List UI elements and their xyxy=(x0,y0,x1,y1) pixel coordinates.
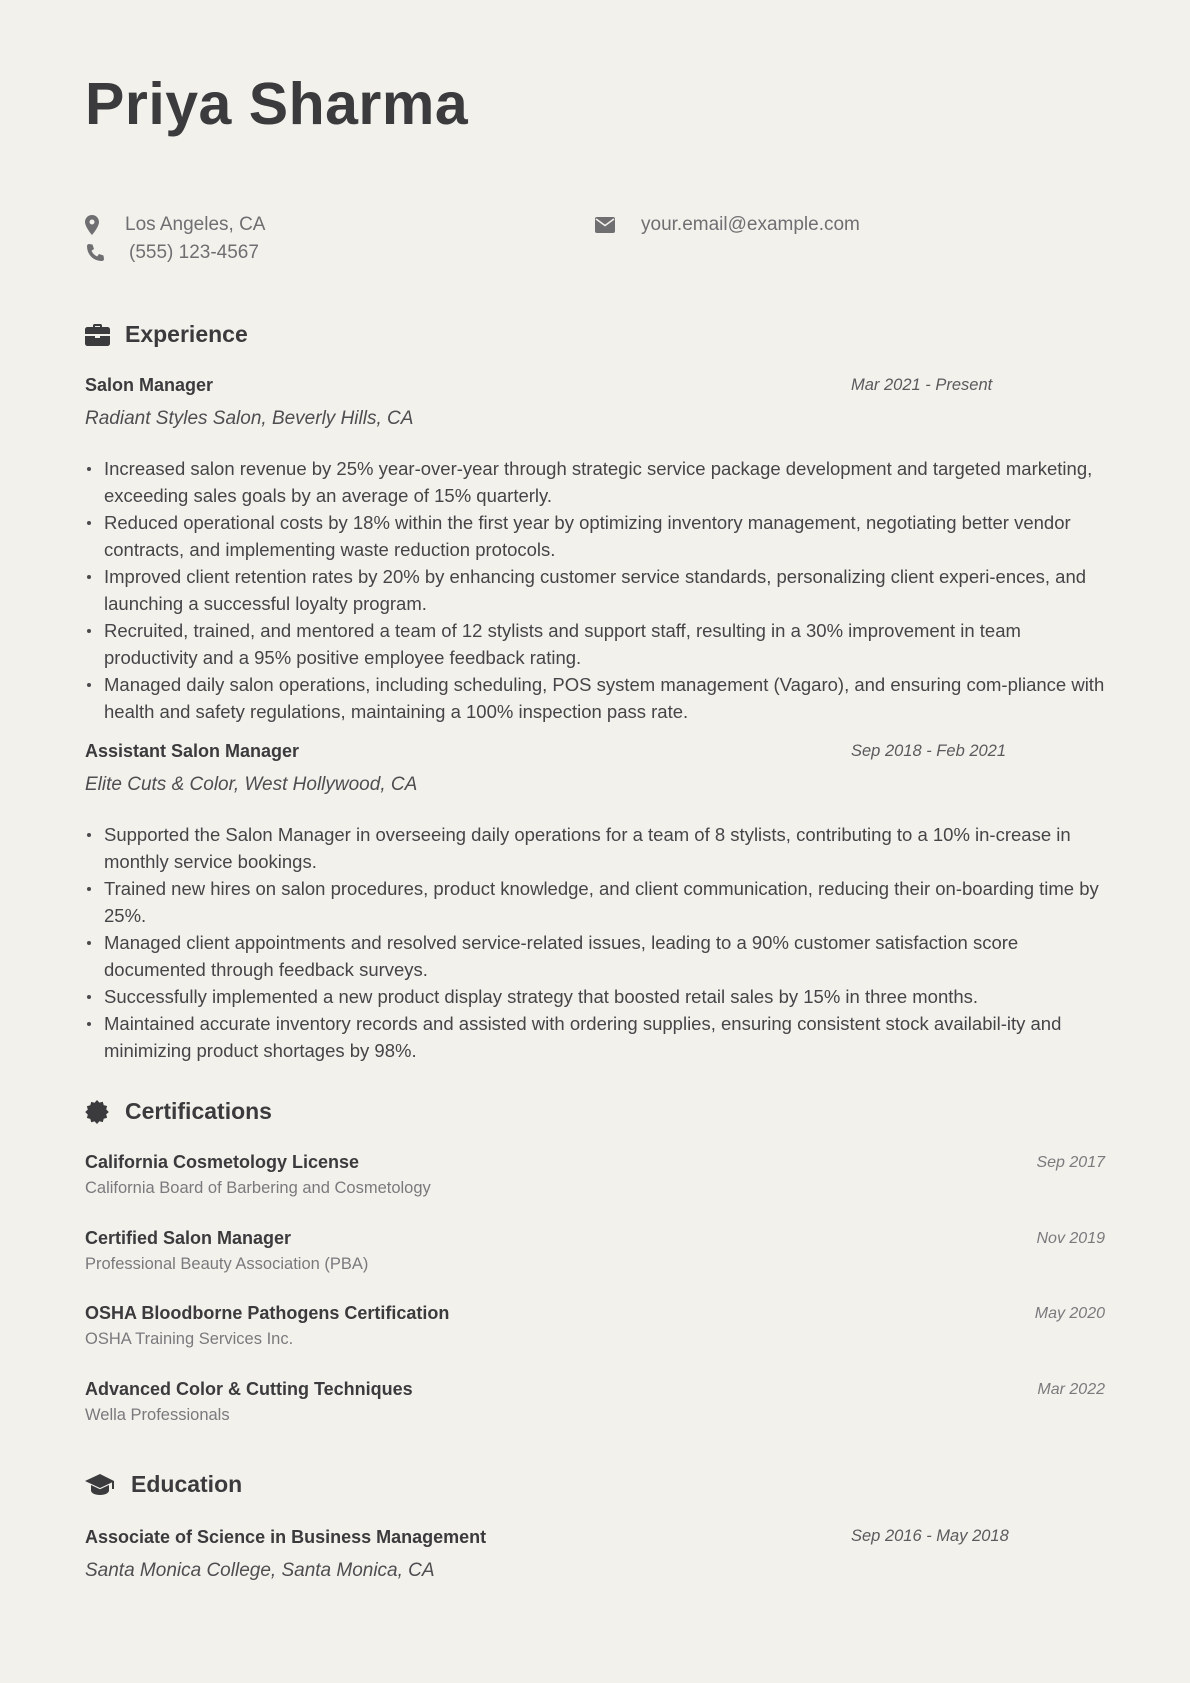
school-name: Santa Monica College, Santa Monica, CA xyxy=(85,1560,435,1581)
certification-item xyxy=(85,1228,1105,1274)
certification-date: Sep 2017 xyxy=(1036,1154,1105,1171)
education-title: Education xyxy=(131,1471,243,1497)
list-item: Supported the Salon Manager in overseeing daily operations for a team of 8 stylists, contributing to a 10% in-crease in monthly service bookings. xyxy=(85,821,1115,875)
certification-issuer: Professional Beauty Association (PBA) xyxy=(85,1255,369,1273)
list-item: Maintained accurate inventory records and assisted with ordering supplies, ensuring consistent stock availabil-ity and minimizing product shortages by 98%. xyxy=(85,1010,1115,1064)
certificate-icon xyxy=(85,1100,125,1124)
graduation-cap-icon xyxy=(85,1474,131,1496)
experience-title: Experience xyxy=(125,321,248,347)
briefcase-icon xyxy=(85,324,125,346)
contact-right xyxy=(595,211,860,239)
certification-name: Advanced Color & Cutting Techniques xyxy=(85,1379,413,1399)
certification-name: California Cosmetology License xyxy=(85,1152,360,1172)
certification-item xyxy=(85,1379,1105,1425)
list-item: Trained new hires on salon procedures, product knowledge, and client communication, reducing their on-boarding time by 25%. xyxy=(85,875,1115,929)
experience-heading xyxy=(85,321,248,348)
job-title: Assistant Salon Manager xyxy=(85,741,300,761)
certification-name: Certified Salon Manager xyxy=(85,1228,292,1248)
map-marker-icon xyxy=(85,215,125,235)
education-heading xyxy=(85,1471,242,1498)
certification-date: Nov 2019 xyxy=(1036,1230,1105,1247)
certification-date: Mar 2022 xyxy=(1037,1381,1105,1398)
certification-item xyxy=(85,1303,1105,1349)
certifications-title: Certifications xyxy=(125,1098,272,1124)
phone-text: (555) 123-4567 xyxy=(129,242,259,263)
degree-title: Associate of Science in Business Management xyxy=(85,1527,487,1547)
contact-left xyxy=(85,211,265,267)
contact-location xyxy=(85,211,265,239)
list-item: Increased salon revenue by 25% year-over-year through strategic service package development and targeted marketing, exceeding sales goals by an average of 15% quarterly. xyxy=(85,455,1115,509)
contact-phone xyxy=(85,239,265,267)
envelope-icon xyxy=(595,217,641,233)
job-company: Radiant Styles Salon, Beverly Hills, CA xyxy=(85,408,414,429)
job-bullets xyxy=(85,821,1115,1064)
certification-date: May 2020 xyxy=(1034,1305,1105,1322)
resume-page xyxy=(85,0,1105,1683)
job-title: Salon Manager xyxy=(85,375,214,395)
job-company: Elite Cuts & Color, West Hollywood, CA xyxy=(85,774,418,795)
candidate-name: Priya Sharma xyxy=(85,71,469,137)
job-dates: Sep 2018 - Feb 2021 xyxy=(851,742,1007,760)
list-item: Improved client retention rates by 20% by enhancing customer service standards, personalizing client experi-ences, and launching a successful loyalty program. xyxy=(85,563,1115,617)
phone-icon xyxy=(85,243,129,263)
contact-email xyxy=(595,211,860,239)
certification-name: OSHA Bloodborne Pathogens Certification xyxy=(85,1303,450,1323)
certifications-heading xyxy=(85,1098,272,1125)
list-item: Reduced operational costs by 18% within the first year by optimizing inventory management, negotiating better vendor contracts, and implementing waste reduction protocols. xyxy=(85,509,1115,563)
job-bullets xyxy=(85,455,1115,725)
certification-issuer: Wella Professionals xyxy=(85,1406,230,1424)
list-item: Successfully implemented a new product display strategy that boosted retail sales by 15% in three months. xyxy=(85,983,1115,1010)
email-link[interactable]: your.email@example.com xyxy=(641,214,860,235)
certification-issuer: California Board of Barbering and Cosmetology xyxy=(85,1179,431,1197)
location-text: Los Angeles, CA xyxy=(125,214,266,235)
certification-issuer: OSHA Training Services Inc. xyxy=(85,1330,294,1348)
list-item: Managed client appointments and resolved service-related issues, leading to a 90% customer satisfaction score documented through feedback surveys. xyxy=(85,929,1115,983)
list-item: Managed daily salon operations, including scheduling, POS system management (Vagaro), and ensuring com-pliance with health and safety regulations, maintaining a 100% inspection pass rate. xyxy=(85,671,1115,725)
certification-item xyxy=(85,1152,1105,1198)
list-item: Recruited, trained, and mentored a team of 12 stylists and support staff, resulting in a 30% improvement in team productivity and a 95% positive employee feedback rating. xyxy=(85,617,1115,671)
education-dates: Sep 2016 - May 2018 xyxy=(851,1527,1009,1545)
job-dates: Mar 2021 - Present xyxy=(851,376,993,394)
